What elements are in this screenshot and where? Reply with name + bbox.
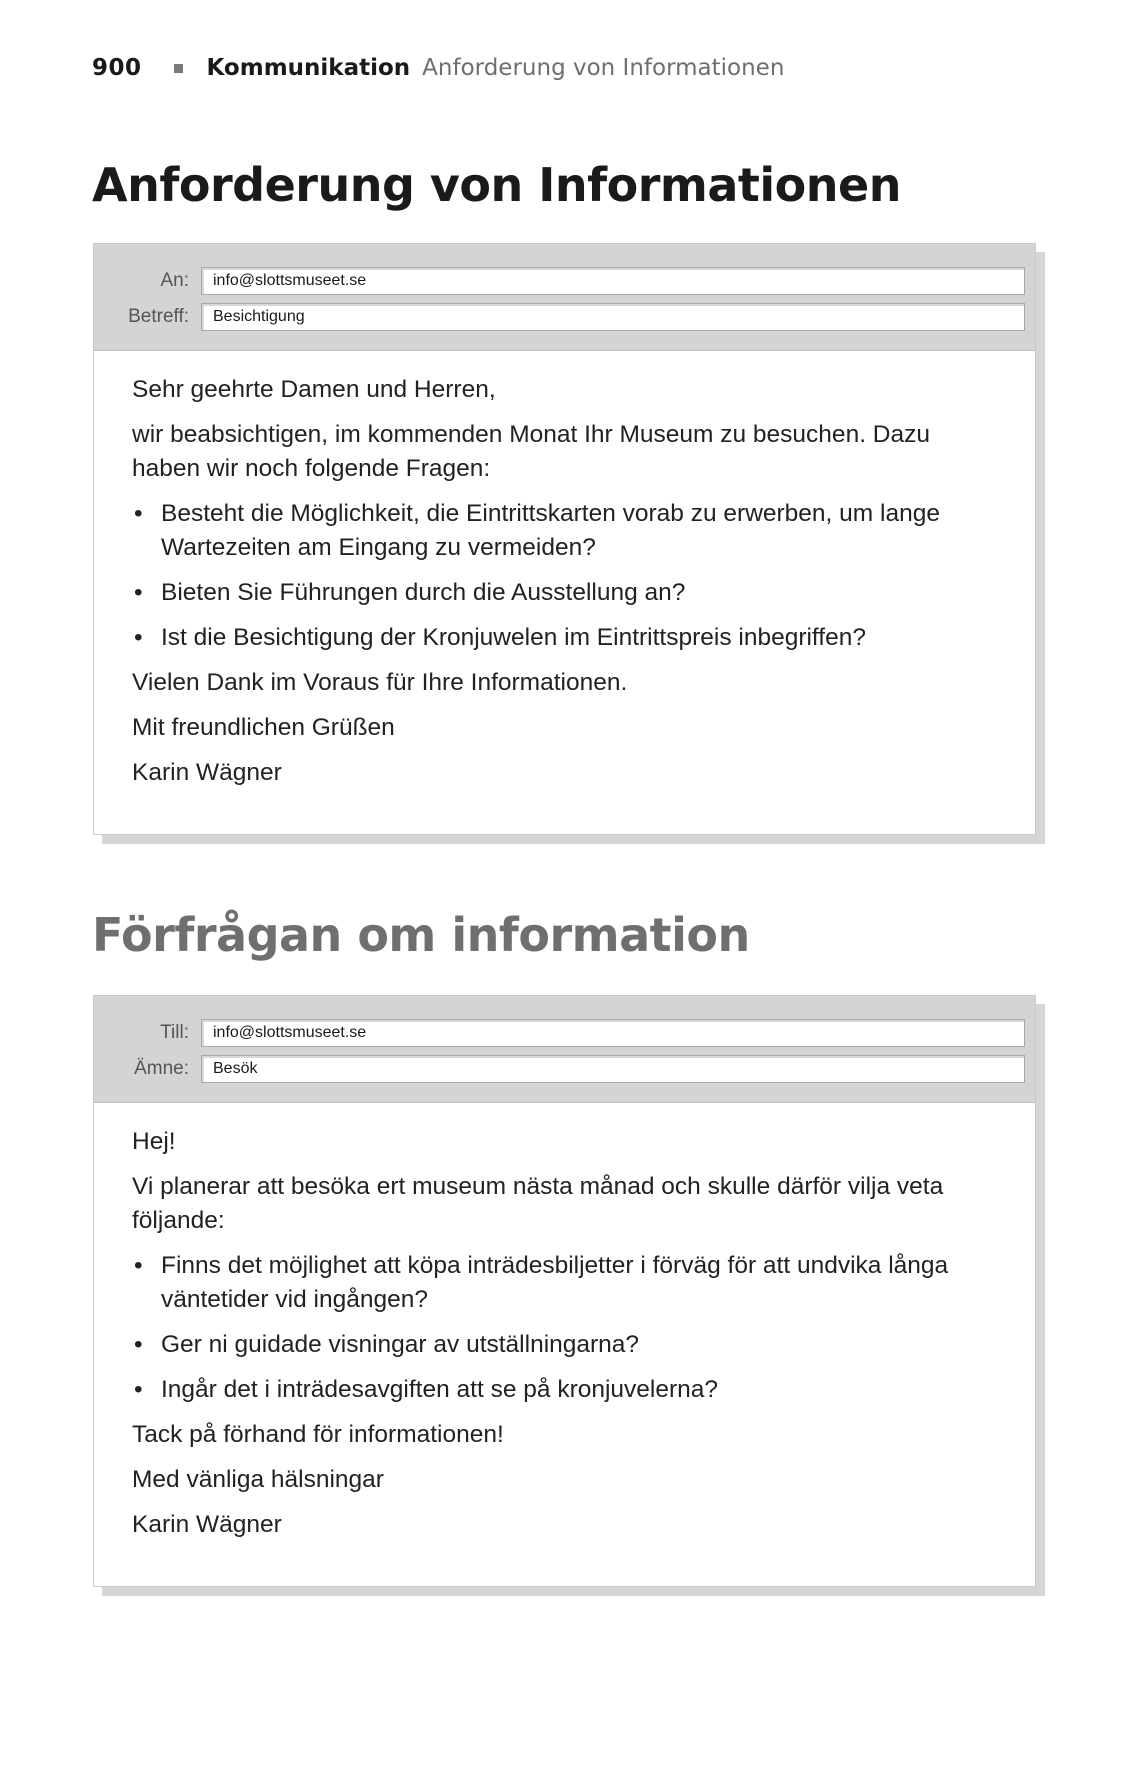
- list-item-text: Finns det möjlighet att köpa inträdesbiljetter i förväg för att undvika långa väntetider vid ingången?: [161, 1252, 949, 1313]
- list-item: [132, 497, 995, 565]
- closing-line: Mit freundlichen Grüßen: [132, 714, 395, 741]
- list-item-text: Besteht die Möglichkeit, die Eintrittskarten vorab zu erwerben, um lange Wartezeiten am Eingang zu vermeiden?: [161, 500, 940, 561]
- bullet-icon: •: [134, 1331, 143, 1358]
- subject-field[interactable]: Besök: [201, 1055, 1025, 1083]
- swedish-email: [93, 995, 1036, 1587]
- list-item-text: Bieten Sie Führungen durch die Ausstellung an?: [161, 579, 686, 606]
- list-item: [132, 576, 995, 610]
- german-heading: Anforderung von Informationen: [92, 158, 901, 212]
- intro-paragraph: Vi planerar att besöka ert museum nästa månad och skulle därför vilja veta följande:: [132, 1173, 944, 1234]
- question-list: [132, 1249, 995, 1407]
- bullet-icon: •: [134, 579, 143, 606]
- chapter-title: Kommunikation: [206, 55, 411, 81]
- thanks-line: Tack på förhand för informationen!: [132, 1421, 504, 1448]
- subject-field[interactable]: Besichtigung: [201, 303, 1025, 331]
- signature: Karin Wägner: [132, 1511, 282, 1538]
- greeting: Sehr geehrte Damen und Herren,: [132, 376, 496, 403]
- swedish-heading: Förfrågan om information: [92, 908, 750, 962]
- to-label: An:: [160, 270, 189, 291]
- thanks-line: Vielen Dank im Voraus für Ihre Informationen.: [132, 669, 628, 696]
- list-item-text: Ist die Besichtigung der Kronjuwelen im Eintrittspreis inbegriffen?: [161, 624, 866, 651]
- list-item: [132, 1328, 995, 1362]
- to-field[interactable]: info@slottsmuseet.se: [201, 1019, 1025, 1047]
- running-head: [92, 52, 784, 84]
- list-item: [132, 1249, 995, 1317]
- to-row: [94, 1019, 1025, 1047]
- square-separator-icon: [174, 64, 183, 73]
- to-label: Till:: [160, 1022, 189, 1043]
- question-list: [132, 497, 995, 655]
- subject-label: Ämne:: [134, 1058, 189, 1079]
- intro-paragraph: wir beabsichtigen, im kommenden Monat Ihr Museum zu besuchen. Dazu haben wir noch folgende Fragen:: [132, 421, 930, 482]
- email-header: [94, 244, 1035, 351]
- subject-row: [94, 1055, 1025, 1083]
- german-email: [93, 243, 1036, 835]
- greeting: Hej!: [132, 1128, 176, 1155]
- bullet-icon: •: [134, 1252, 143, 1279]
- email-body[interactable]: [94, 1103, 1035, 1542]
- to-field[interactable]: info@slottsmuseet.se: [201, 267, 1025, 295]
- list-item: [132, 621, 995, 655]
- email-header: [94, 996, 1035, 1103]
- email-body[interactable]: [94, 351, 1035, 790]
- subject-row: [94, 303, 1025, 331]
- bullet-icon: •: [134, 624, 143, 651]
- closing-line: Med vänliga hälsningar: [132, 1466, 384, 1493]
- section-title: Anforderung von Informationen: [422, 55, 785, 81]
- to-row: [94, 267, 1025, 295]
- list-item: [132, 1373, 995, 1407]
- bullet-icon: •: [134, 500, 143, 527]
- subject-label: Betreff:: [128, 306, 189, 327]
- list-item-text: Ingår det i inträdesavgiften att se på kronjuvelerna?: [161, 1376, 719, 1403]
- signature: Karin Wägner: [132, 759, 282, 786]
- page-number: 900: [92, 55, 142, 81]
- list-item-text: Ger ni guidade visningar av utställningarna?: [161, 1331, 640, 1358]
- bullet-icon: •: [134, 1376, 143, 1403]
